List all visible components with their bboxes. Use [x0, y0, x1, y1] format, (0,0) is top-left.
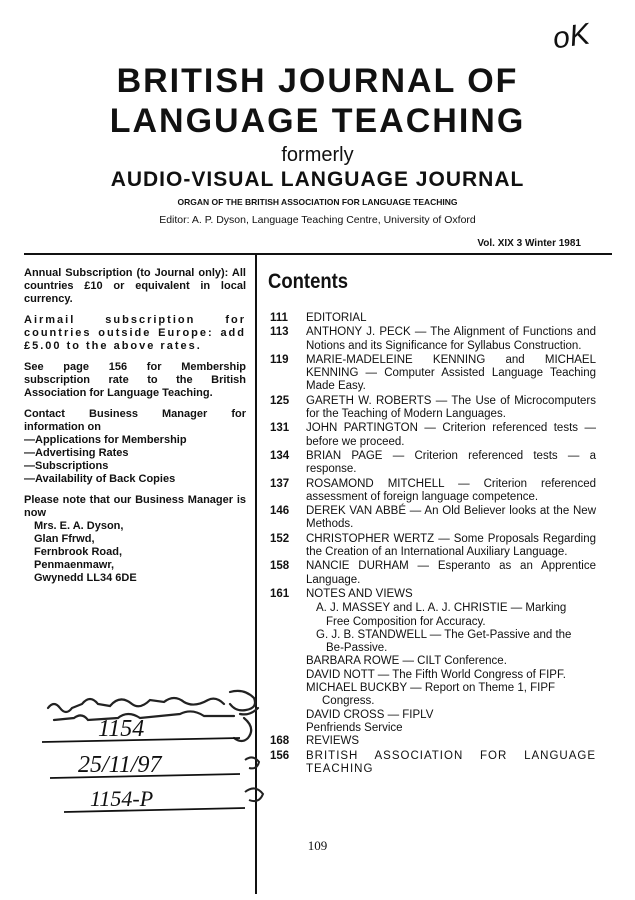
entry-text: GARETH W. ROBERTS — The Use of Microcomputers for the Teaching of Modern Languages. [306, 394, 596, 421]
contents-entry [270, 422, 596, 449]
note-item: G. J. B. STANDWELL — The Get-Passive and the [316, 628, 572, 641]
stamp-arabic-script-scribble [245, 757, 263, 801]
address-line: Penmaenmawr, [34, 559, 115, 571]
entry-page: 134 [270, 449, 290, 462]
stamp-handwritten-date: 25/11/97 [78, 752, 162, 778]
note-item: DAVID NOTT — The Fifth World Congress of FIPF. [306, 668, 566, 681]
library-stamp [40, 680, 280, 830]
stamp-handwritten-number: 1154 [98, 716, 145, 742]
contents-entry [270, 395, 596, 422]
entry-text: NOTES AND VIEWS [306, 587, 413, 600]
stamp-arabic-script-scribble [48, 691, 258, 741]
contents-entry [270, 326, 596, 353]
editor-line: Editor: A. P. Dyson, Language Teaching Centre, University of Oxford [159, 214, 476, 226]
entry-text: BRITISH ASSOCIATION FOR LANGUAGE TEACHING [306, 749, 596, 775]
contents-entry [270, 750, 596, 777]
contents-entry [270, 505, 596, 532]
entry-page: 146 [270, 505, 290, 518]
top-rule [24, 253, 612, 255]
business-manager-note: Please note that our Business Manager is now [24, 494, 246, 519]
note-item-cont: Free Composition for Accuracy. [326, 615, 486, 628]
note-item: DAVID CROSS — FIPLV [306, 708, 434, 721]
entry-page: 156 [270, 749, 290, 762]
address-line: Fernbrook Road, [34, 546, 123, 558]
contents-heading: Contents [268, 270, 349, 293]
membership-text: See page 156 for Membership subscription rate to the British Association for Language Teaching. [24, 361, 246, 399]
note-item: BARBARA ROWE — CILT Conference. [306, 655, 507, 668]
contents-entry [270, 560, 596, 587]
notes-and-views-list [270, 602, 596, 735]
entry-page: 137 [270, 477, 290, 490]
address-line: Gwynedd LL34 6DE [34, 572, 137, 584]
journal-title-line2: LANGUAGE TEACHING [109, 102, 526, 140]
contents-entry [270, 735, 596, 748]
note-item: MICHAEL BUCKBY — Report on Theme 1, FIPF [306, 682, 556, 695]
annual-subscription-text: Annual Subscription (to Journal only): All countries £10 or equivalent in local currency. [24, 267, 246, 305]
former-title: AUDIO-VISUAL LANGUAGE JOURNAL [110, 168, 525, 191]
entry-text: EDITORIAL [306, 312, 367, 324]
page-number: 109 [307, 838, 328, 853]
contact-list [24, 434, 246, 486]
list-item: —Advertising Rates [24, 447, 129, 459]
entry-page: 111 [270, 312, 288, 324]
organ-line: ORGAN OF THE BRITISH ASSOCIATION FOR LANGUAGE TEACHING [177, 197, 458, 207]
entry-text: BRIAN PAGE — Criterion referenced tests — a response. [306, 449, 596, 476]
note-item: Penfriends Service [306, 721, 403, 734]
entry-page: 161 [270, 587, 290, 600]
note-item: A. J. MASSEY and L. A. J. CHRISTIE — Marking [316, 602, 567, 615]
note-item-cont: Be-Passive. [326, 642, 388, 655]
entry-text: CHRISTOPHER WERTZ — Some Proposals Regarding the Creation of an International Auxiliary Language. [306, 532, 596, 559]
stamp-handwritten-code: 1154-P [90, 786, 154, 811]
address-line: Mrs. E. A. Dyson, [34, 520, 124, 532]
entry-text: REVIEWS [306, 735, 360, 748]
subscription-info-column [24, 267, 246, 585]
formerly-label: formerly [281, 144, 354, 166]
entry-page: 125 [270, 394, 290, 407]
entry-text: MARIE-MADELEINE KENNING and MICHAEL KENNING — Computer Assisted Language Teaching Made Easy. [306, 353, 596, 393]
contents-entry [270, 450, 596, 477]
entry-page: 168 [270, 735, 290, 748]
entry-page: 152 [270, 532, 290, 545]
entry-page: 158 [270, 560, 290, 573]
entry-text: JOHN PARTINGTON — Criterion referenced tests — before we proceed. [306, 422, 596, 448]
list-item: —Subscriptions [24, 460, 109, 472]
list-item: —Applications for Membership [24, 434, 187, 446]
handwritten-ok-mark: oK [550, 17, 592, 56]
list-item: —Availability of Back Copies [24, 473, 176, 485]
contact-text: Contact Business Manager for information on [24, 408, 246, 433]
contents-list [270, 312, 596, 777]
entry-page: 119 [270, 353, 289, 366]
address-block [34, 520, 246, 585]
entry-text: NANCIE DURHAM — Esperanto as an Apprentice Language. [306, 560, 596, 586]
entry-text: ROSAMOND MITCHELL — Criterion referenced assessment of foreign language competence. [306, 477, 596, 503]
note-item-cont: Congress. [322, 695, 375, 708]
contents-entry [270, 588, 596, 601]
entry-page: 131 [270, 422, 290, 435]
volume-info: Vol. XIX 3 Winter 1981 [477, 238, 581, 249]
entry-text: ANTHONY J. PECK — The Alignment of Functions and Notions and its Significance for Syllabus Construction. [306, 326, 596, 352]
contents-entry [270, 354, 596, 394]
address-line: Glan Ffrwd, [34, 533, 95, 545]
entry-text: DEREK VAN ABBÉ — An Old Believer looks at the New Methods. [306, 505, 596, 531]
contents-entry [270, 533, 596, 560]
airmail-subscription-text: Airmail subscription for countries outside Europe: add £5.00 to the above rates. [24, 314, 246, 352]
journal-title-line1: BRITISH JOURNAL OF [116, 62, 519, 100]
entry-page: 113 [270, 326, 289, 339]
contents-entry [270, 312, 596, 325]
contents-entry [270, 478, 596, 505]
